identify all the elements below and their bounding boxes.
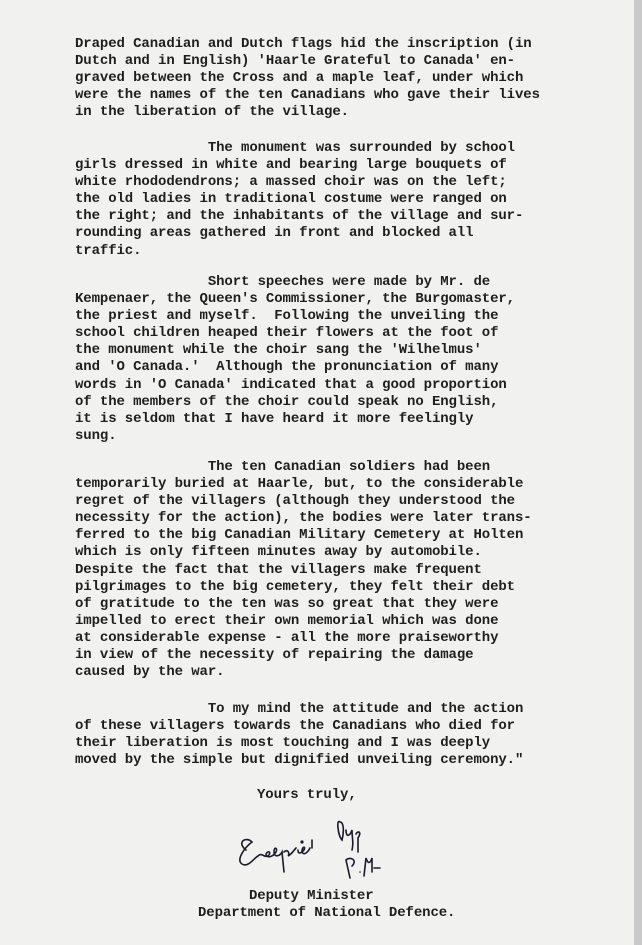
text-line: Short speeches were made by Mr. de <box>75 274 491 290</box>
text-line: Draped Canadian and Dutch flags hid the inscription (in <box>75 36 532 52</box>
text-line: the right; and the inhabitants of the village and sur- <box>75 208 524 225</box>
text-line: the priest and myself. Following the unveiling the <box>75 308 499 325</box>
text-line: traffic. <box>75 242 142 259</box>
handwritten-signature <box>232 812 392 882</box>
text-line: The ten Canadian soldiers had been <box>75 459 491 475</box>
paragraph <box>75 459 532 681</box>
signatory-department: Department of National Defence. <box>198 905 456 921</box>
closing: Yours truly, <box>257 787 357 803</box>
text-line: it is seldom that I have heard it more feelingly <box>75 410 474 427</box>
text-line: To my mind the attitude and the action <box>75 701 524 717</box>
text-line: necessity for the action), the bodies were later trans- <box>75 510 532 527</box>
text-line: ferred to the big Canadian Military Cemetery at Holten <box>75 527 524 544</box>
text-line: The monument was surrounded by school <box>75 140 515 156</box>
text-line: moved by the simple but dignified unveiling ceremony." <box>75 752 524 769</box>
paragraph <box>75 701 523 769</box>
text-line: of the members of the choir could speak no English, <box>75 393 499 410</box>
paragraph <box>75 36 540 121</box>
text-line: the old ladies in traditional costume were ranged on <box>75 191 507 208</box>
text-line: Despite the fact that the villagers make frequent <box>75 561 482 578</box>
text-line: which is only fifteen minutes away by automobile. <box>75 544 482 561</box>
text-line: graved between the Cross and a maple leaf, under which <box>75 70 524 87</box>
text-line: the monument while the choir sang the 'Wilhelmus' <box>75 342 482 359</box>
text-line: were the names of the ten Canadians who gave their lives <box>75 87 540 104</box>
text-line: in the liberation of the village. <box>75 104 349 121</box>
text-line: temporarily buried at Haarle, but, to the considerable <box>75 476 524 493</box>
text-line: rounding areas gathered in front and blocked all <box>75 225 474 242</box>
text-line: at considerable expense - all the more praiseworthy <box>75 629 499 646</box>
page-edge <box>634 0 642 945</box>
text-line: in view of the necessity of repairing the damage <box>75 647 474 664</box>
text-line: their liberation is most touching and I was deeply <box>75 735 491 752</box>
text-line: impelled to erect their own memorial which was done <box>75 612 499 629</box>
text-line: girls dressed in white and bearing large bouquets of <box>75 157 507 174</box>
text-line: school children heaped their flowers at the foot of <box>75 325 499 342</box>
paragraph <box>75 140 523 260</box>
paragraph <box>75 274 515 445</box>
text-line: white rhododendrons; a massed choir was on the left; <box>75 174 507 191</box>
text-line: of these villagers towards the Canadians who died for <box>75 718 515 735</box>
text-line: of gratitude to the ten was so great that they were <box>75 595 499 612</box>
text-line: Kempenaer, the Queen's Commissioner, the Burgomaster, <box>75 291 515 308</box>
text-line: words in 'O Canada' indicated that a good proportion <box>75 376 507 393</box>
text-line: caused by the war. <box>75 664 225 681</box>
text-line: sung. <box>75 427 117 444</box>
text-line: regret of the villagers (although they understood the <box>75 493 515 510</box>
text-line: pilgrimages to the big cemetery, they felt their debt <box>75 578 515 595</box>
text-line: Dutch and in English) 'Haarle Grateful to Canada' en- <box>75 53 515 70</box>
text-line: and 'O Canada.' Although the pronunciation of many <box>75 359 499 376</box>
signatory-title: Deputy Minister <box>249 888 374 904</box>
